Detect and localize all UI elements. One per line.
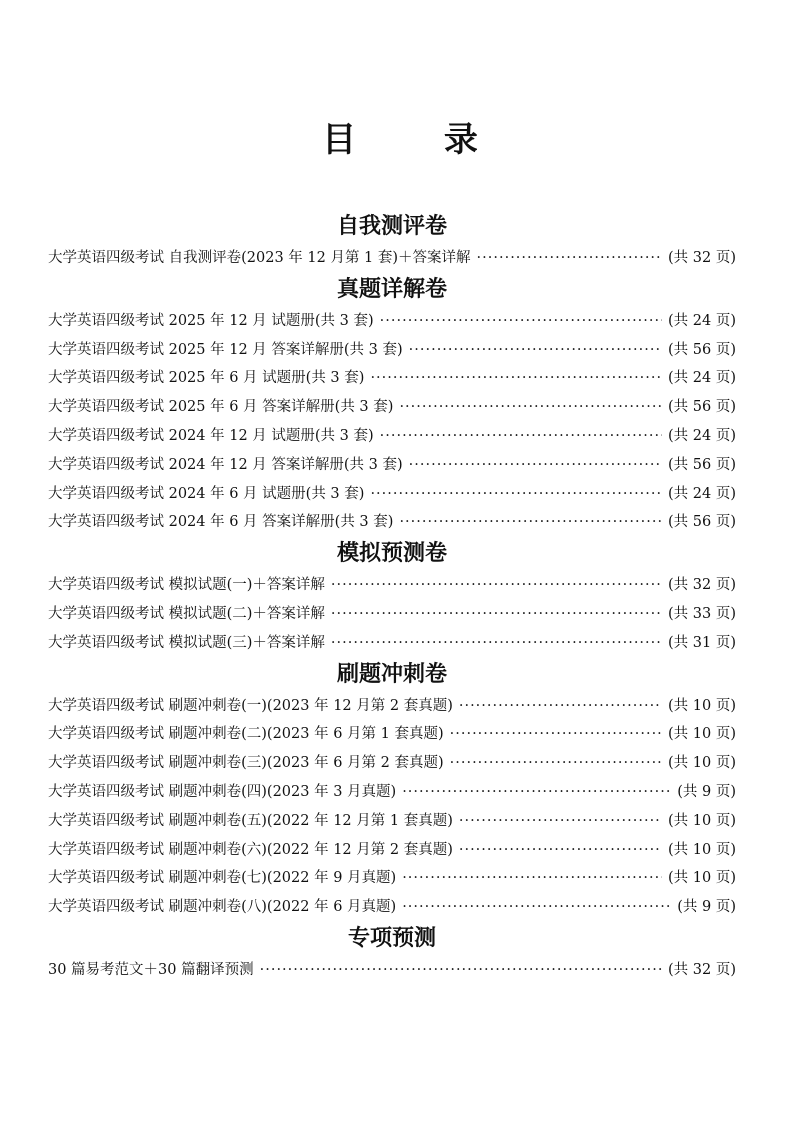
dot-leader — [409, 451, 662, 480]
toc-entry-page-count: (共 24 页) — [668, 312, 736, 329]
dot-leader — [459, 836, 662, 865]
toc-entry-label: 大学英语四级考试 2025 年 12 月 试题册(共 3 套) — [48, 312, 374, 329]
toc-entry[interactable] — [48, 807, 736, 836]
toc-entry-page-count: (共 24 页) — [668, 427, 736, 444]
dot-leader — [260, 956, 662, 985]
toc-entry-page-count: (共 10 页) — [668, 812, 736, 829]
toc-entry-label: 大学英语四级考试 2025 年 6 月 答案详解册(共 3 套) — [48, 399, 394, 416]
toc-entry[interactable] — [48, 336, 736, 365]
toc-entry-page-count: (共 10 页) — [668, 841, 736, 858]
toc-entry[interactable] — [48, 422, 736, 451]
dot-leader — [477, 244, 662, 273]
toc-entry-page-count: (共 56 页) — [668, 341, 736, 358]
toc-entry-label: 大学英语四级考试 刷题冲刺卷(八)(2022 年 6 月真题) — [48, 899, 397, 916]
dot-leader — [459, 692, 662, 721]
toc-entry[interactable] — [48, 749, 736, 778]
page-title: 目 录 — [322, 120, 516, 160]
section-heading: 模拟预测卷 — [336, 541, 447, 567]
section-heading: 刷题冲刺卷 — [336, 661, 447, 687]
section-heading: 真题详解卷 — [336, 276, 447, 302]
section-heading: 自我测评卷 — [336, 214, 447, 239]
toc-entry[interactable] — [48, 244, 736, 273]
toc-entry[interactable] — [48, 508, 736, 537]
toc-entry[interactable] — [48, 480, 736, 509]
dot-leader — [380, 422, 662, 451]
toc-entry-label: 大学英语四级考试 刷题冲刺卷(一)(2023 年 12 月第 2 套真题) — [48, 697, 453, 714]
toc-entry[interactable] — [48, 629, 736, 658]
toc-entry-page-count: (共 32 页) — [668, 961, 736, 978]
toc-entry-page-count: (共 24 页) — [668, 370, 736, 387]
toc-entry-label: 大学英语四级考试 2024 年 12 月 答案详解册(共 3 套) — [48, 456, 403, 473]
toc-entry-label: 大学英语四级考试 2024 年 6 月 答案详解册(共 3 套) — [48, 514, 394, 531]
toc-entry-label: 大学英语四级考试 2024 年 6 月 试题册(共 3 套) — [48, 485, 365, 502]
toc-entry-page-count: (共 56 页) — [668, 514, 736, 531]
dot-leader — [450, 749, 662, 778]
toc-entry[interactable] — [48, 778, 736, 807]
dot-leader — [402, 893, 671, 922]
dot-leader — [450, 720, 662, 749]
toc-entry[interactable] — [48, 571, 736, 600]
toc-entry[interactable] — [48, 364, 736, 393]
table-of-contents — [48, 210, 736, 985]
toc-entry-page-count: (共 56 页) — [668, 456, 736, 473]
toc-entry[interactable] — [48, 600, 736, 629]
toc-entry[interactable] — [48, 307, 736, 336]
toc-entry-label: 大学英语四级考试 刷题冲刺卷(五)(2022 年 12 月第 1 套真题) — [48, 812, 453, 829]
dot-leader — [331, 629, 662, 658]
dot-leader — [409, 336, 662, 365]
toc-entry-page-count: (共 10 页) — [668, 870, 736, 887]
toc-entry-label: 30 篇易考范文＋30 篇翻译预测 — [48, 961, 254, 978]
toc-entry[interactable] — [48, 836, 736, 865]
toc-entry-page-count: (共 56 页) — [668, 399, 736, 416]
toc-entry-page-count: (共 31 页) — [668, 634, 736, 651]
toc-entry-label: 大学英语四级考试 2025 年 12 月 答案详解册(共 3 套) — [48, 341, 403, 358]
toc-entry-page-count: (共 9 页) — [677, 783, 736, 800]
toc-entry[interactable] — [48, 956, 736, 985]
toc-entry-page-count: (共 9 页) — [677, 899, 736, 916]
toc-entry-label: 大学英语四级考试 刷题冲刺卷(三)(2023 年 6 月第 2 套真题) — [48, 755, 444, 772]
dot-leader — [331, 600, 662, 629]
dot-leader — [399, 508, 662, 537]
dot-leader — [380, 307, 662, 336]
toc-entry-label: 大学英语四级考试 2025 年 6 月 试题册(共 3 套) — [48, 370, 365, 387]
dot-leader — [331, 571, 662, 600]
toc-entry[interactable] — [48, 451, 736, 480]
dot-leader — [402, 864, 662, 893]
toc-entry-page-count: (共 32 页) — [668, 250, 736, 266]
toc-entry-page-count: (共 10 页) — [668, 726, 736, 743]
toc-entry-label: 大学英语四级考试 刷题冲刺卷(四)(2023 年 3 月真题) — [48, 783, 397, 800]
toc-entry-page-count: (共 10 页) — [668, 697, 736, 714]
toc-entry-label: 大学英语四级考试 刷题冲刺卷(六)(2022 年 12 月第 2 套真题) — [48, 841, 453, 858]
toc-entry-page-count: (共 24 页) — [668, 485, 736, 502]
toc-entry[interactable] — [48, 720, 736, 749]
dot-leader — [370, 480, 662, 509]
toc-entry-label: 大学英语四级考试 模拟试题(一)＋答案详解 — [48, 577, 325, 594]
toc-entry[interactable] — [48, 864, 736, 893]
toc-entry-label: 大学英语四级考试 2024 年 12 月 试题册(共 3 套) — [48, 427, 374, 444]
toc-entry-label: 大学英语四级考试 模拟试题(二)＋答案详解 — [48, 605, 325, 622]
toc-entry-page-count: (共 32 页) — [668, 577, 736, 594]
section-heading: 专项预测 — [347, 925, 436, 951]
toc-entry-page-count: (共 33 页) — [668, 605, 736, 622]
toc-entry-label: 大学英语四级考试 自我测评卷(2023 年 12 月第 1 套)＋答案详解 — [48, 250, 471, 266]
dot-leader — [370, 364, 662, 393]
toc-entry[interactable] — [48, 393, 736, 422]
dot-leader — [459, 807, 662, 836]
toc-entry-label: 大学英语四级考试 刷题冲刺卷(七)(2022 年 9 月真题) — [48, 870, 397, 887]
toc-entry-label: 大学英语四级考试 刷题冲刺卷(二)(2023 年 6 月第 1 套真题) — [48, 726, 444, 743]
dot-leader — [399, 393, 662, 422]
toc-entry-page-count: (共 10 页) — [668, 755, 736, 772]
toc-entry[interactable] — [48, 893, 736, 922]
toc-entry[interactable] — [48, 692, 736, 721]
toc-entry-label: 大学英语四级考试 模拟试题(三)＋答案详解 — [48, 634, 325, 651]
dot-leader — [402, 778, 671, 807]
